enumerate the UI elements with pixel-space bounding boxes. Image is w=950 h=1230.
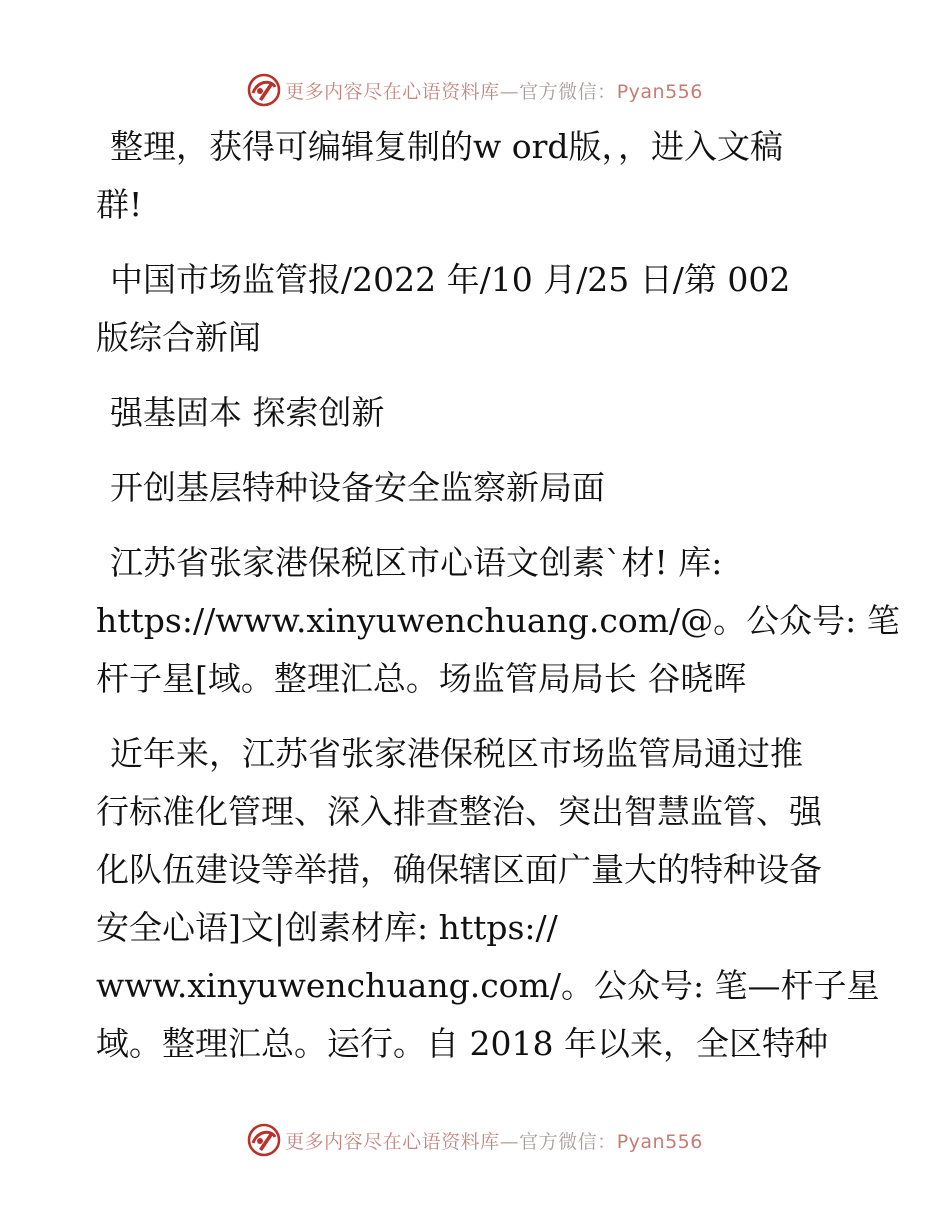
paragraph-source xyxy=(96,251,856,367)
text-line: 版综合新闻 xyxy=(96,318,261,357)
banner-main-text: 更多内容尽在心语资料库 xyxy=(285,80,500,103)
text-line: 化队伍建设等举措，确保辖区面广量大的特种设备 xyxy=(96,850,822,889)
text-line: 近年来，江苏省张家港保税区市场监管局通过推 xyxy=(110,734,803,773)
paragraph-intro xyxy=(96,118,856,234)
banner-official-label: 官方微信： xyxy=(519,80,617,103)
document-body xyxy=(96,118,900,1090)
text-line: 江苏省张家港保税区市心语文创素`材! 库: xyxy=(110,543,723,582)
banner-wechat-id: Pyan556 xyxy=(616,80,703,103)
text-line: 强基固本 探索创新 xyxy=(110,393,385,432)
swirl-pen-logo-icon xyxy=(247,1123,281,1157)
text-line: 整理，获得可编辑复制的w ord版，，进入文稿 xyxy=(110,127,784,166)
paragraph-author xyxy=(96,534,900,708)
banner-dash: — xyxy=(499,80,520,103)
banner-official-label: 官方微信： xyxy=(519,1130,617,1153)
text-line: 域。整理汇总。运行。自 2018 年以来，全区特种 xyxy=(96,1024,828,1063)
banner-wechat-id: Pyan556 xyxy=(616,1130,703,1153)
text-line: 群! xyxy=(96,185,143,224)
banner-dash: — xyxy=(499,1130,520,1153)
headline-main xyxy=(96,384,856,442)
text-line: 安全心语]文|创素材库: https:// xyxy=(96,908,558,947)
text-line: www.xinyuwenchuang.com/。公众号: 笔—杆子星 xyxy=(96,966,880,1005)
text-line: 中国市场监管报/2022 年/10 月/25 日/第 002 xyxy=(110,260,791,299)
footer-banner xyxy=(0,1120,950,1160)
paragraph-body xyxy=(96,725,880,1073)
header-banner xyxy=(0,70,950,110)
headline-sub xyxy=(96,459,856,517)
text-line: 开创基层特种设备安全监察新局面 xyxy=(110,468,605,507)
text-line: https://www.xinyuwenchuang.com/@。公众号: 笔 xyxy=(96,601,900,640)
banner-main-text: 更多内容尽在心语资料库 xyxy=(285,1130,500,1153)
swirl-pen-logo-icon xyxy=(247,73,281,107)
text-line: 杆子星[域。整理汇总。场监管局局长 谷晓晖 xyxy=(96,659,747,698)
text-line: 行标准化管理、深入排查整治、突出智慧监管、强 xyxy=(96,792,822,831)
